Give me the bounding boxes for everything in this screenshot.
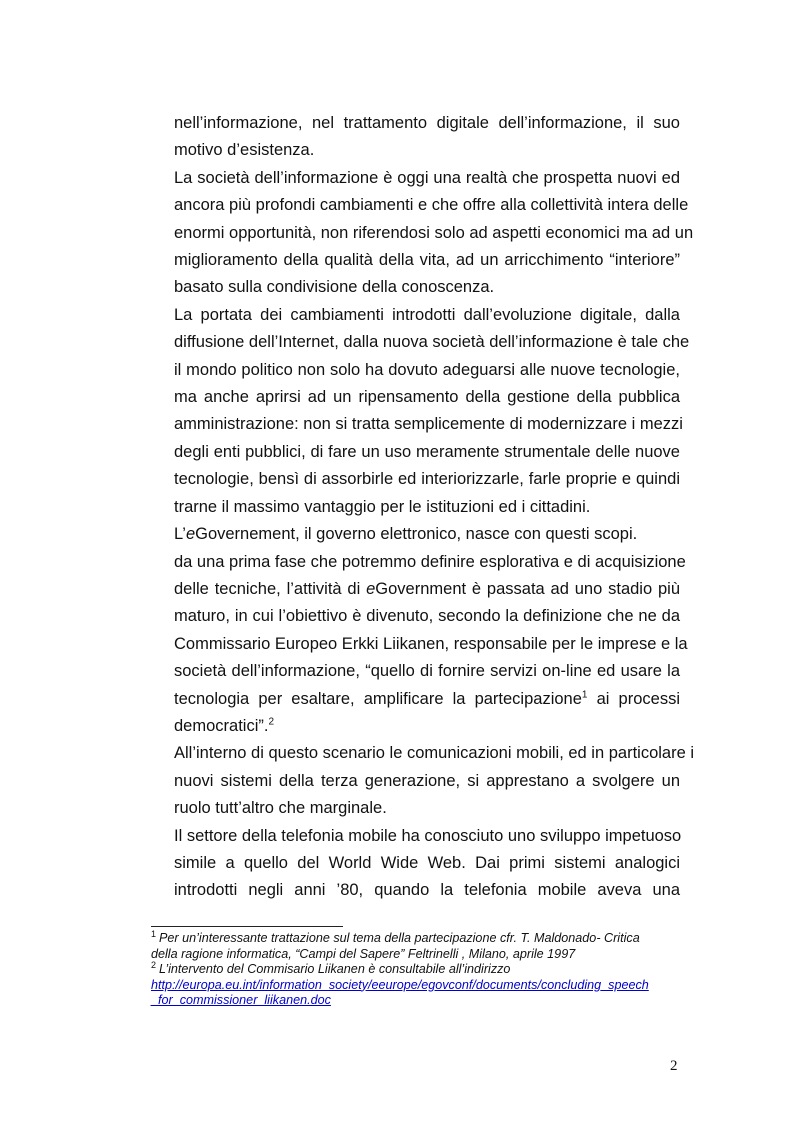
- body-line: società dell’informazione, “quello di fornire servizi on-line ed usare la: [174, 662, 680, 681]
- body-line: trarne il massimo vantaggio per le istituzioni ed i cittadini.: [174, 497, 591, 516]
- body-line: ma anche aprirsi ad un ripensamento della gestione della pubblica: [174, 388, 680, 407]
- body-line: La portata dei cambiamenti introdotti dall’evoluzione digitale, dalla: [174, 305, 680, 324]
- body-line: da una prima fase che potremmo definire esplorativa e di acquisizione: [174, 552, 686, 571]
- body-line: nuovi sistemi della terza generazione, si apprestano a svolgere un: [174, 771, 680, 790]
- egov-prefix: L’: [174, 525, 186, 544]
- footnote-2-link-line-2: [151, 993, 681, 1009]
- body-line-egovernement: [174, 521, 680, 548]
- tecniche-part-a: delle tecniche, l’attività di: [174, 579, 367, 598]
- footnotes: [151, 928, 681, 1009]
- body-line: Commissario Europeo Erkki Liikanen, responsabile per le imprese e la: [174, 634, 688, 653]
- body-line: All’interno di questo scenario le comunicazioni mobili, ed in particolare i: [174, 744, 695, 763]
- body-line: ancora più profondi cambiamenti e che offre alla collettività intera delle: [174, 196, 689, 215]
- body-line: diffusione dell’Internet, dalla nuova società dell’informazione è tale che: [174, 333, 690, 352]
- body-line: introdotti negli anni ’80, quando la telefonia mobile aveva una: [174, 881, 680, 900]
- body-line: ruolo tutt’altro che marginale.: [174, 799, 387, 818]
- body-line-tecniche: [174, 576, 680, 603]
- footnote-1-line-2: della ragione informatica, “Campi del Sapere” Feltrinelli , Milano, aprile 1997: [151, 946, 576, 961]
- footnote-1-text: Per un’interessante trattazione sul tema della partecipazione cfr. T. Maldonado- Critica: [159, 931, 640, 945]
- footnote-2-number: 2: [151, 959, 157, 970]
- body-line-partecipazione: [174, 686, 680, 713]
- body-line: tecnologie, bensì di assorbirle ed interiorizzarle, farle proprie e quindi: [174, 470, 680, 489]
- footnote-2-link-continued[interactable]: _for_commissioner_liikanen.doc: [151, 993, 331, 1007]
- partecipazione-part-a: tecnologia per esaltare, amplificare la partecipazione: [174, 689, 582, 708]
- footnote-2-link-line-1: [151, 978, 681, 994]
- body-line: Il settore della telefonia mobile ha conosciuto uno sviluppo impetuoso: [174, 826, 682, 845]
- footnote-1-line-1: [151, 928, 681, 947]
- footnote-ref-2[interactable]: 2: [268, 716, 275, 728]
- body-line: miglioramento della qualità della vita, ad un arricchimento “interiore”: [174, 251, 680, 270]
- page-number: 2: [670, 1058, 678, 1074]
- body-line: motivo d’esistenza.: [174, 141, 315, 160]
- footnote-ref-1[interactable]: 1: [581, 689, 588, 701]
- democratici-text: democratici”.: [174, 716, 269, 735]
- tecniche-italic-e: e: [366, 579, 376, 598]
- body-line: amministrazione: non si tratta semplicemente di modernizzare i mezzi: [174, 415, 683, 434]
- body-line: degli enti pubblici, di fare un uso meramente strumentale delle nuove: [174, 442, 680, 461]
- footnote-2-line-1: [151, 959, 681, 978]
- egov-rest: Governement, il governo elettronico, nasce con questi scopi.: [195, 525, 638, 544]
- body-line: nell’informazione, nel trattamento digitale dell’informazione, il suo: [174, 114, 680, 132]
- body-line: enormi opportunità, non riferendosi solo ad aspetti economici ma ad un: [174, 223, 694, 242]
- partecipazione-part-b: ai processi: [587, 689, 680, 708]
- body-line: maturo, in cui l’obiettivo è divenuto, secondo la definizione che ne da: [174, 607, 680, 626]
- egov-italic-e: e: [185, 525, 196, 544]
- body-line: simile a quello del World Wide Web. Dai primi sistemi analogici: [174, 853, 680, 872]
- body-line: basato sulla condivisione della conoscenza.: [174, 278, 495, 297]
- body-line-democratici: [174, 713, 680, 740]
- body-line: il mondo politico non solo ha dovuto adeguarsi alle nuove tecnologie,: [174, 360, 680, 379]
- tecniche-part-b: Government è passata ad uno stadio più: [375, 579, 680, 598]
- footnote-2-text: L’intervento del Commisario Liikanen è consultabile all’indirizzo: [159, 962, 511, 976]
- body-line: La società dell’informazione è oggi una realtà che prospetta nuovi ed: [174, 168, 680, 187]
- body-text: [174, 110, 695, 905]
- footnote-1-number: 1: [151, 928, 157, 939]
- footnote-2-link[interactable]: http://europa.eu.int/information_society/eeurope/egovconf/documents/concluding_speech: [151, 977, 649, 992]
- footnote-separator: [151, 926, 343, 927]
